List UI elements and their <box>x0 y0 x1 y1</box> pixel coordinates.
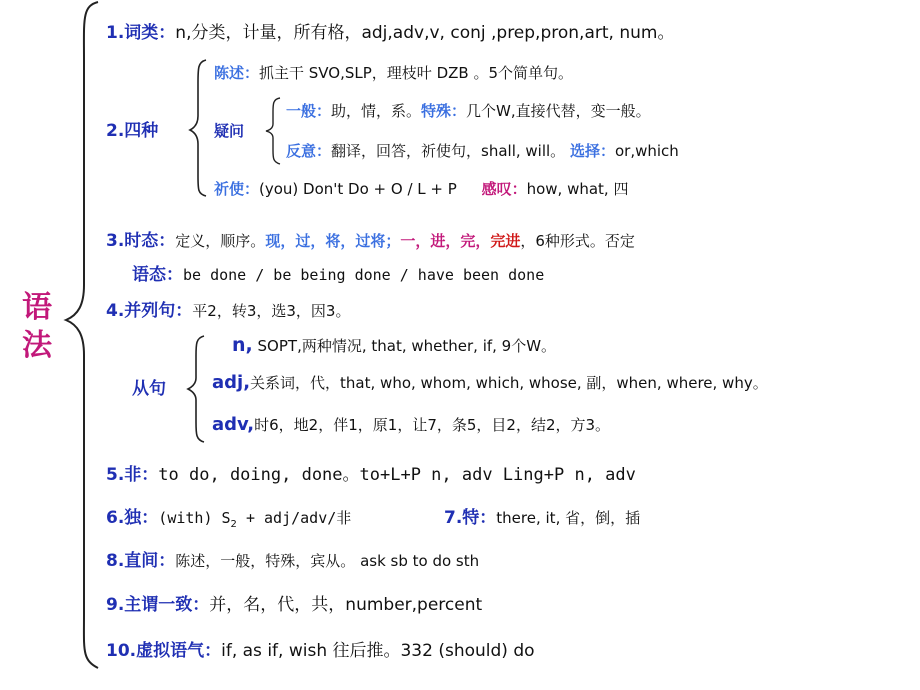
fanyi-line <box>286 140 679 161</box>
item-1-num: 1. <box>106 23 125 43</box>
item-10-title: 虚拟语气： <box>136 641 222 661</box>
yiwen-label-text: 疑问 <box>214 122 245 140</box>
item-3-red: 一，进，完， <box>400 232 491 250</box>
item-8 <box>106 546 479 571</box>
item-7-text: there, it, 省，倒，插 <box>496 509 641 527</box>
chenshu-text: 抓主干 SVO,SLP，理枝叶 DZB 。5个简单句。 <box>259 64 573 82</box>
item-5-text: to do, doing, done。to+L+P n, adv Ling+P n, adv <box>158 465 636 485</box>
congju-n-text: SOPT,两种情况, that, whether, if, 9个W。 <box>257 337 557 355</box>
item-8-title: 直间： <box>124 551 176 571</box>
congju-n-line <box>232 334 556 356</box>
qishi-line <box>214 178 628 199</box>
item-2-num: 2. <box>106 121 125 141</box>
item-3-blue: 现，过，将，过将； <box>265 232 401 250</box>
side-label-yu: 语 <box>22 290 52 325</box>
yutai-text: be done / be being done / have been done <box>183 266 545 284</box>
congju-adj-text: 关系词，代，that, who, whom, which, whose, 副，when, where, why。 <box>250 374 768 392</box>
item-5-num: 5. <box>106 465 125 485</box>
xuanze-label: 选择： <box>569 142 615 160</box>
yutai-label: 语态： <box>132 265 183 285</box>
item-3-text: 定义，顺序。 <box>175 232 266 250</box>
item-1-text: n,分类，计量，所有格，adj,adv,v, conj ,prep,pron,art, num。 <box>175 23 675 43</box>
congju-adj-label: adj, <box>212 372 251 393</box>
item-7-num: 7. <box>444 508 463 528</box>
yutai-line <box>132 260 544 285</box>
gantan-text: how, what, 四 <box>526 180 629 198</box>
item-2-title: 四种 <box>124 121 159 141</box>
fanyi-label: 反意： <box>286 142 332 160</box>
yiwen-label <box>214 120 244 141</box>
congju-label-text: 从句 <box>132 379 166 399</box>
item-1 <box>106 18 674 43</box>
congju-brace <box>186 334 206 444</box>
item-9-num: 9. <box>106 595 125 615</box>
item-4-num: 4. <box>106 301 125 321</box>
item-3-red2: 完进 <box>490 232 521 250</box>
item-6-text-b: + adj/adv/非 <box>236 509 352 527</box>
item-8-text: 陈述，一般，特殊，宾从。 ask sb to do sth <box>175 552 480 570</box>
item-1-title: 词类： <box>124 23 176 43</box>
yiban-line <box>286 100 651 121</box>
teshu-label: 特殊： <box>421 102 467 120</box>
main-brace <box>60 0 100 690</box>
item-3-title: 时态： <box>124 231 176 251</box>
item-2-brace <box>188 58 208 198</box>
side-label-fa: 法 <box>22 328 52 363</box>
item-3 <box>106 226 635 251</box>
item-10-text: if, as if, wish 往后推。332 (should) do <box>221 641 535 661</box>
item-4-text: 平2，转3，选3，因3。 <box>192 302 351 320</box>
item-5-title: 非： <box>124 465 159 485</box>
item-5 <box>106 460 636 485</box>
yiban-label: 一般： <box>286 102 332 120</box>
congju-adv-text: 时6，地2，伴1，原1，让7，条5，目2，结2，方3。 <box>254 416 611 434</box>
item-6-sub: 2 <box>230 519 237 530</box>
item-7-title: 特： <box>462 508 497 528</box>
item-6-title: 独： <box>124 508 159 528</box>
chenshu-line <box>214 62 573 83</box>
fanyi-text: 翻译，回答，祈使句，shall, will。 <box>331 142 566 160</box>
chenshu-label: 陈述： <box>214 64 260 82</box>
item-10-num: 10. <box>106 641 137 661</box>
item-4 <box>106 296 350 321</box>
item-3-num: 3. <box>106 231 125 251</box>
qishi-text: (you) Don't Do + O / L + P <box>259 180 457 198</box>
yiban-text: 助，情，系。 <box>331 102 422 120</box>
qishi-label: 祈使： <box>214 180 260 198</box>
item-8-num: 8. <box>106 551 125 571</box>
congju-adv-line <box>212 414 610 435</box>
item-4-title: 并列句： <box>124 301 193 321</box>
item-2-heading <box>106 116 158 141</box>
item-9-text: 并，名，代，共，number,percent <box>209 595 483 615</box>
congju-label <box>132 374 166 399</box>
item-9-title: 主谓一致： <box>124 595 210 615</box>
item-9 <box>106 590 482 615</box>
item-6-text-a: (with) S <box>158 509 231 527</box>
congju-n-label: n, <box>232 334 253 356</box>
item-6-num: 6. <box>106 508 125 528</box>
xuanze-text: or,which <box>614 142 679 160</box>
item-6 <box>106 503 351 530</box>
gantan-label: 感叹： <box>481 180 527 198</box>
congju-adj-line <box>212 372 768 393</box>
teshu-text: 几个W,直接代替，变一般。 <box>466 102 651 120</box>
item-3-tail: ，6种形式。否定 <box>520 232 635 250</box>
yiwen-brace <box>264 96 282 166</box>
item-7 <box>444 503 640 528</box>
congju-adv-label: adv, <box>212 414 255 435</box>
item-10 <box>106 636 535 661</box>
